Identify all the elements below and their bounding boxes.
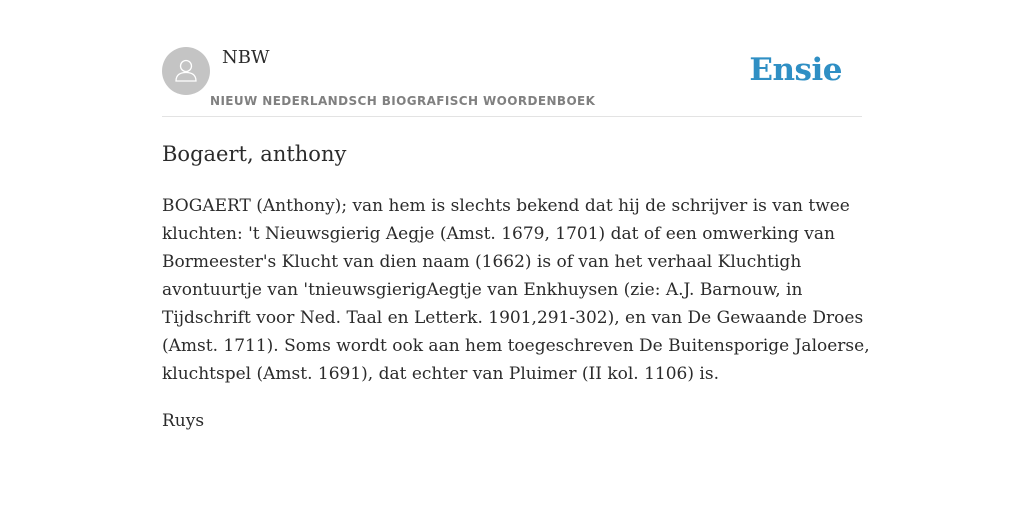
source-full-name: NIEUW NEDERLANDSCH BIOGRAFISCH WOORDENBOEK xyxy=(210,94,596,108)
body-line: (Amst. 1711). Soms wordt ook aan hem toegeschreven De Buitensporige Jaloerse, xyxy=(162,336,870,356)
article-author: Ruys xyxy=(162,411,205,431)
body-line: BOGAERT (Anthony); van hem is slechts bekend dat hij de schrijver is van twee xyxy=(162,196,850,216)
avatar[interactable] xyxy=(162,47,210,95)
source-header xyxy=(162,46,862,117)
body-line: Bormeester's Klucht van dien naam (1662) is of van het verhaal Kluchtigh xyxy=(162,252,802,272)
article-body xyxy=(162,192,870,388)
body-line: Tijdschrift voor Ned. Taal en Letterk. 1901,291-302), en van De Gewaande Droes xyxy=(162,308,864,328)
user-icon xyxy=(171,56,201,86)
body-line: kluchten: 't Nieuwsgierig Aegje (Amst. 1679, 1701) dat of een omwerking van xyxy=(162,224,835,244)
brand-logo[interactable]: Ensie xyxy=(749,52,842,88)
body-line: avontuurtje van 'tnieuwsgierigAegtje van Enkhuysen (zie: A.J. Barnouw, in xyxy=(162,280,803,300)
body-line: kluchtspel (Amst. 1691), dat echter van Pluimer (II kol. 1106) is. xyxy=(162,364,719,384)
article-title: Bogaert, anthony xyxy=(162,142,347,166)
source-name[interactable]: NBW xyxy=(222,47,270,68)
